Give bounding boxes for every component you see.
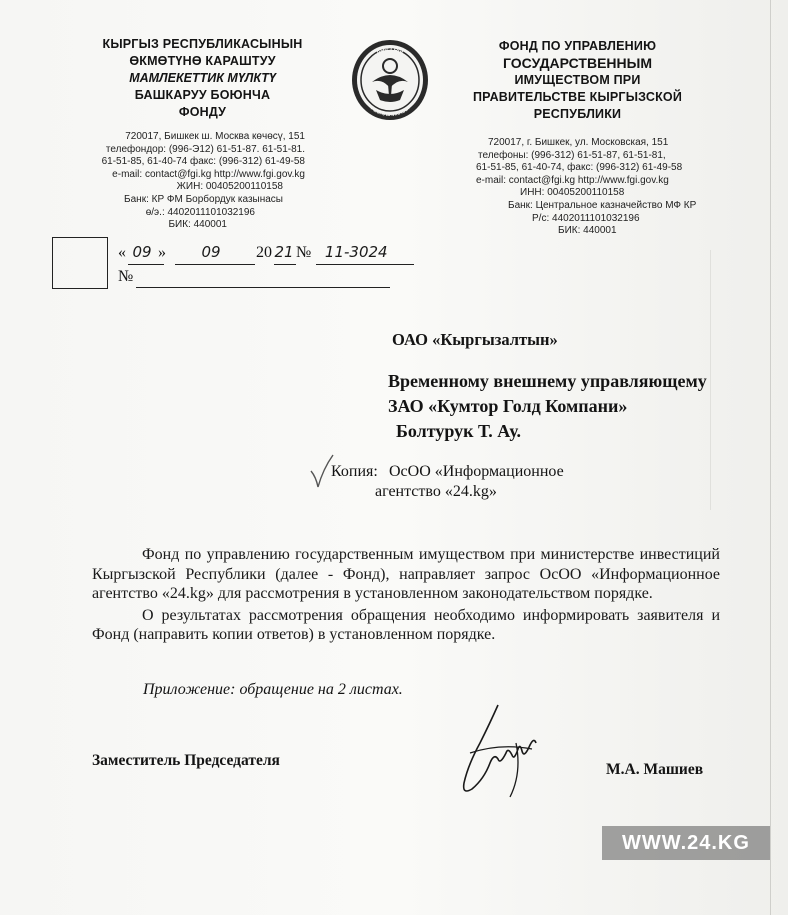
- header-left-line4: БАШКАРУУ БОЮНЧА: [134, 88, 271, 102]
- header-left-detail: 720017, Бишкек ш. Москва көчөсү, 151: [125, 131, 305, 142]
- number-sign: №: [296, 244, 312, 261]
- header-right-detail: БИК: 440001: [558, 225, 617, 237]
- header-right-detail: 61-51-85, 61-40-74, факс: (996-312) 61-49-58: [476, 162, 683, 174]
- header-right-detail: e-mail: contact@fgi.kg http://www.fgi.gov.kg: [476, 174, 669, 186]
- header-right-line1: ФОНД ПО УПРАВЛЕНИЮ: [498, 39, 657, 53]
- handwritten-signature: [450, 703, 540, 798]
- header-right-detail: ИНН: 00405200110158: [520, 187, 625, 199]
- date-month: 09: [201, 243, 221, 261]
- header-left-line5: ФОНДУ: [178, 105, 227, 119]
- emblem-text-bottom: РЕСПУБЛИКАСЫ: [369, 105, 411, 119]
- header-left: [70, 36, 335, 121]
- header-right-details: [476, 137, 716, 238]
- date-year-underline: [274, 264, 296, 265]
- header-left-detail: ЖИН: 00405200110158: [176, 181, 283, 193]
- ref-number-sign: №: [118, 268, 134, 285]
- header-right-line4: ПРАВИТЕЛЬСТВЕ КЫРГЫЗСКОЙ: [472, 90, 683, 104]
- date-year-prefix: 20: [256, 244, 272, 261]
- body-paragraph-1: Фонд по управлению государственным имуществом при министерстве инвестиций Кыргызской Республики (далее - Фонд), направляет запрос ОсОО «Информационное агентство «24.kg» для рассмотрения в установленном законодательством порядке.: [92, 546, 720, 602]
- date-month-underline: [175, 264, 255, 265]
- header-left-detail: телефондор: (996-Э12) 61-51-87. 61-51-81.: [105, 143, 305, 155]
- number-underline: [316, 264, 414, 265]
- addressee-4: Болтурук Т. Ау.: [396, 421, 522, 441]
- ref-number-underline: [136, 287, 390, 288]
- header-left-detail: ө/э.: 4402011101032196: [145, 206, 255, 218]
- date-close-quote: »: [158, 244, 166, 261]
- header-left-line1: КЫРГЫЗ РЕСПУБЛИКАСЫНЫН: [102, 37, 303, 51]
- header-right-line3: ИМУЩЕСТВОМ ПРИ: [514, 73, 641, 87]
- header-right-line2: ГОСУДАРСТВЕННЫМ: [503, 55, 652, 71]
- date-day-underline: [128, 264, 164, 265]
- signatory-title: Заместитель Председателя: [92, 752, 280, 769]
- header-left-detail: 61-51-85, 61-40-74 факс: (996-312) 61-49-58: [101, 156, 305, 168]
- registration-box: [52, 237, 108, 289]
- outgoing-number: 11-3024: [324, 243, 388, 261]
- header-left-detail: БИК: 440001: [168, 219, 227, 231]
- header-right-detail: Банк: Центральное казначейство МФ КР: [508, 199, 697, 211]
- copy-label: Копия:: [331, 463, 378, 480]
- header-left-details: [60, 131, 305, 232]
- emblem-text-top: КЫРГЫЗ: [375, 45, 405, 55]
- date-line: [118, 243, 428, 265]
- addressee-2: Временному внешнему управляющему: [388, 371, 707, 391]
- date-open-quote: «: [118, 244, 126, 261]
- header-left-line2: ӨКМӨТҮНӨ КАРАШТУУ: [129, 54, 276, 68]
- state-emblem: [350, 38, 430, 122]
- page-crease: [710, 250, 711, 510]
- signatory-name: М.А. Машиев: [606, 761, 704, 778]
- header-left-line3: МАМЛЕКЕТТИК МҮЛКТҮ: [129, 71, 276, 85]
- copy-line2: агентство «24.kg»: [375, 483, 497, 500]
- attachment-note: Приложение: обращение на 2 листах.: [143, 681, 403, 698]
- header-right-detail: 720017, г. Бишкек, ул. Московская, 151: [488, 137, 669, 148]
- body-paragraph-2: О результатах рассмотрения обращения необходимо информировать заявителя и Фонд (направить копии ответов) в установленном порядке.: [92, 606, 720, 643]
- addressee-1: ОАО «Кыргызалтын»: [392, 330, 558, 349]
- date-day: 09: [132, 243, 152, 261]
- letter-body: [92, 545, 720, 645]
- site-watermark: WWW.24.KG: [602, 826, 770, 860]
- copy-line1: ОсОО «Информационное: [389, 463, 564, 480]
- date-year-suffix: 21: [274, 243, 294, 261]
- header-right-line5: РЕСПУБЛИКИ: [533, 107, 622, 121]
- header-left-detail: Банк: КР ФМ Борбордук казынасы: [124, 193, 283, 205]
- header-left-detail: e-mail: contact@fgi.kg http://www.fgi.gov.kg: [112, 168, 305, 180]
- header-right-detail: телефоны: (996-312) 61-51-87, 61-51-81,: [478, 149, 666, 161]
- page-fold-line: [770, 0, 771, 915]
- header-right-detail: Р/с: 4402011101032196: [532, 212, 640, 224]
- addressee-3: ЗАО «Кумтор Голд Компани»: [388, 396, 628, 416]
- header-right: [455, 38, 700, 123]
